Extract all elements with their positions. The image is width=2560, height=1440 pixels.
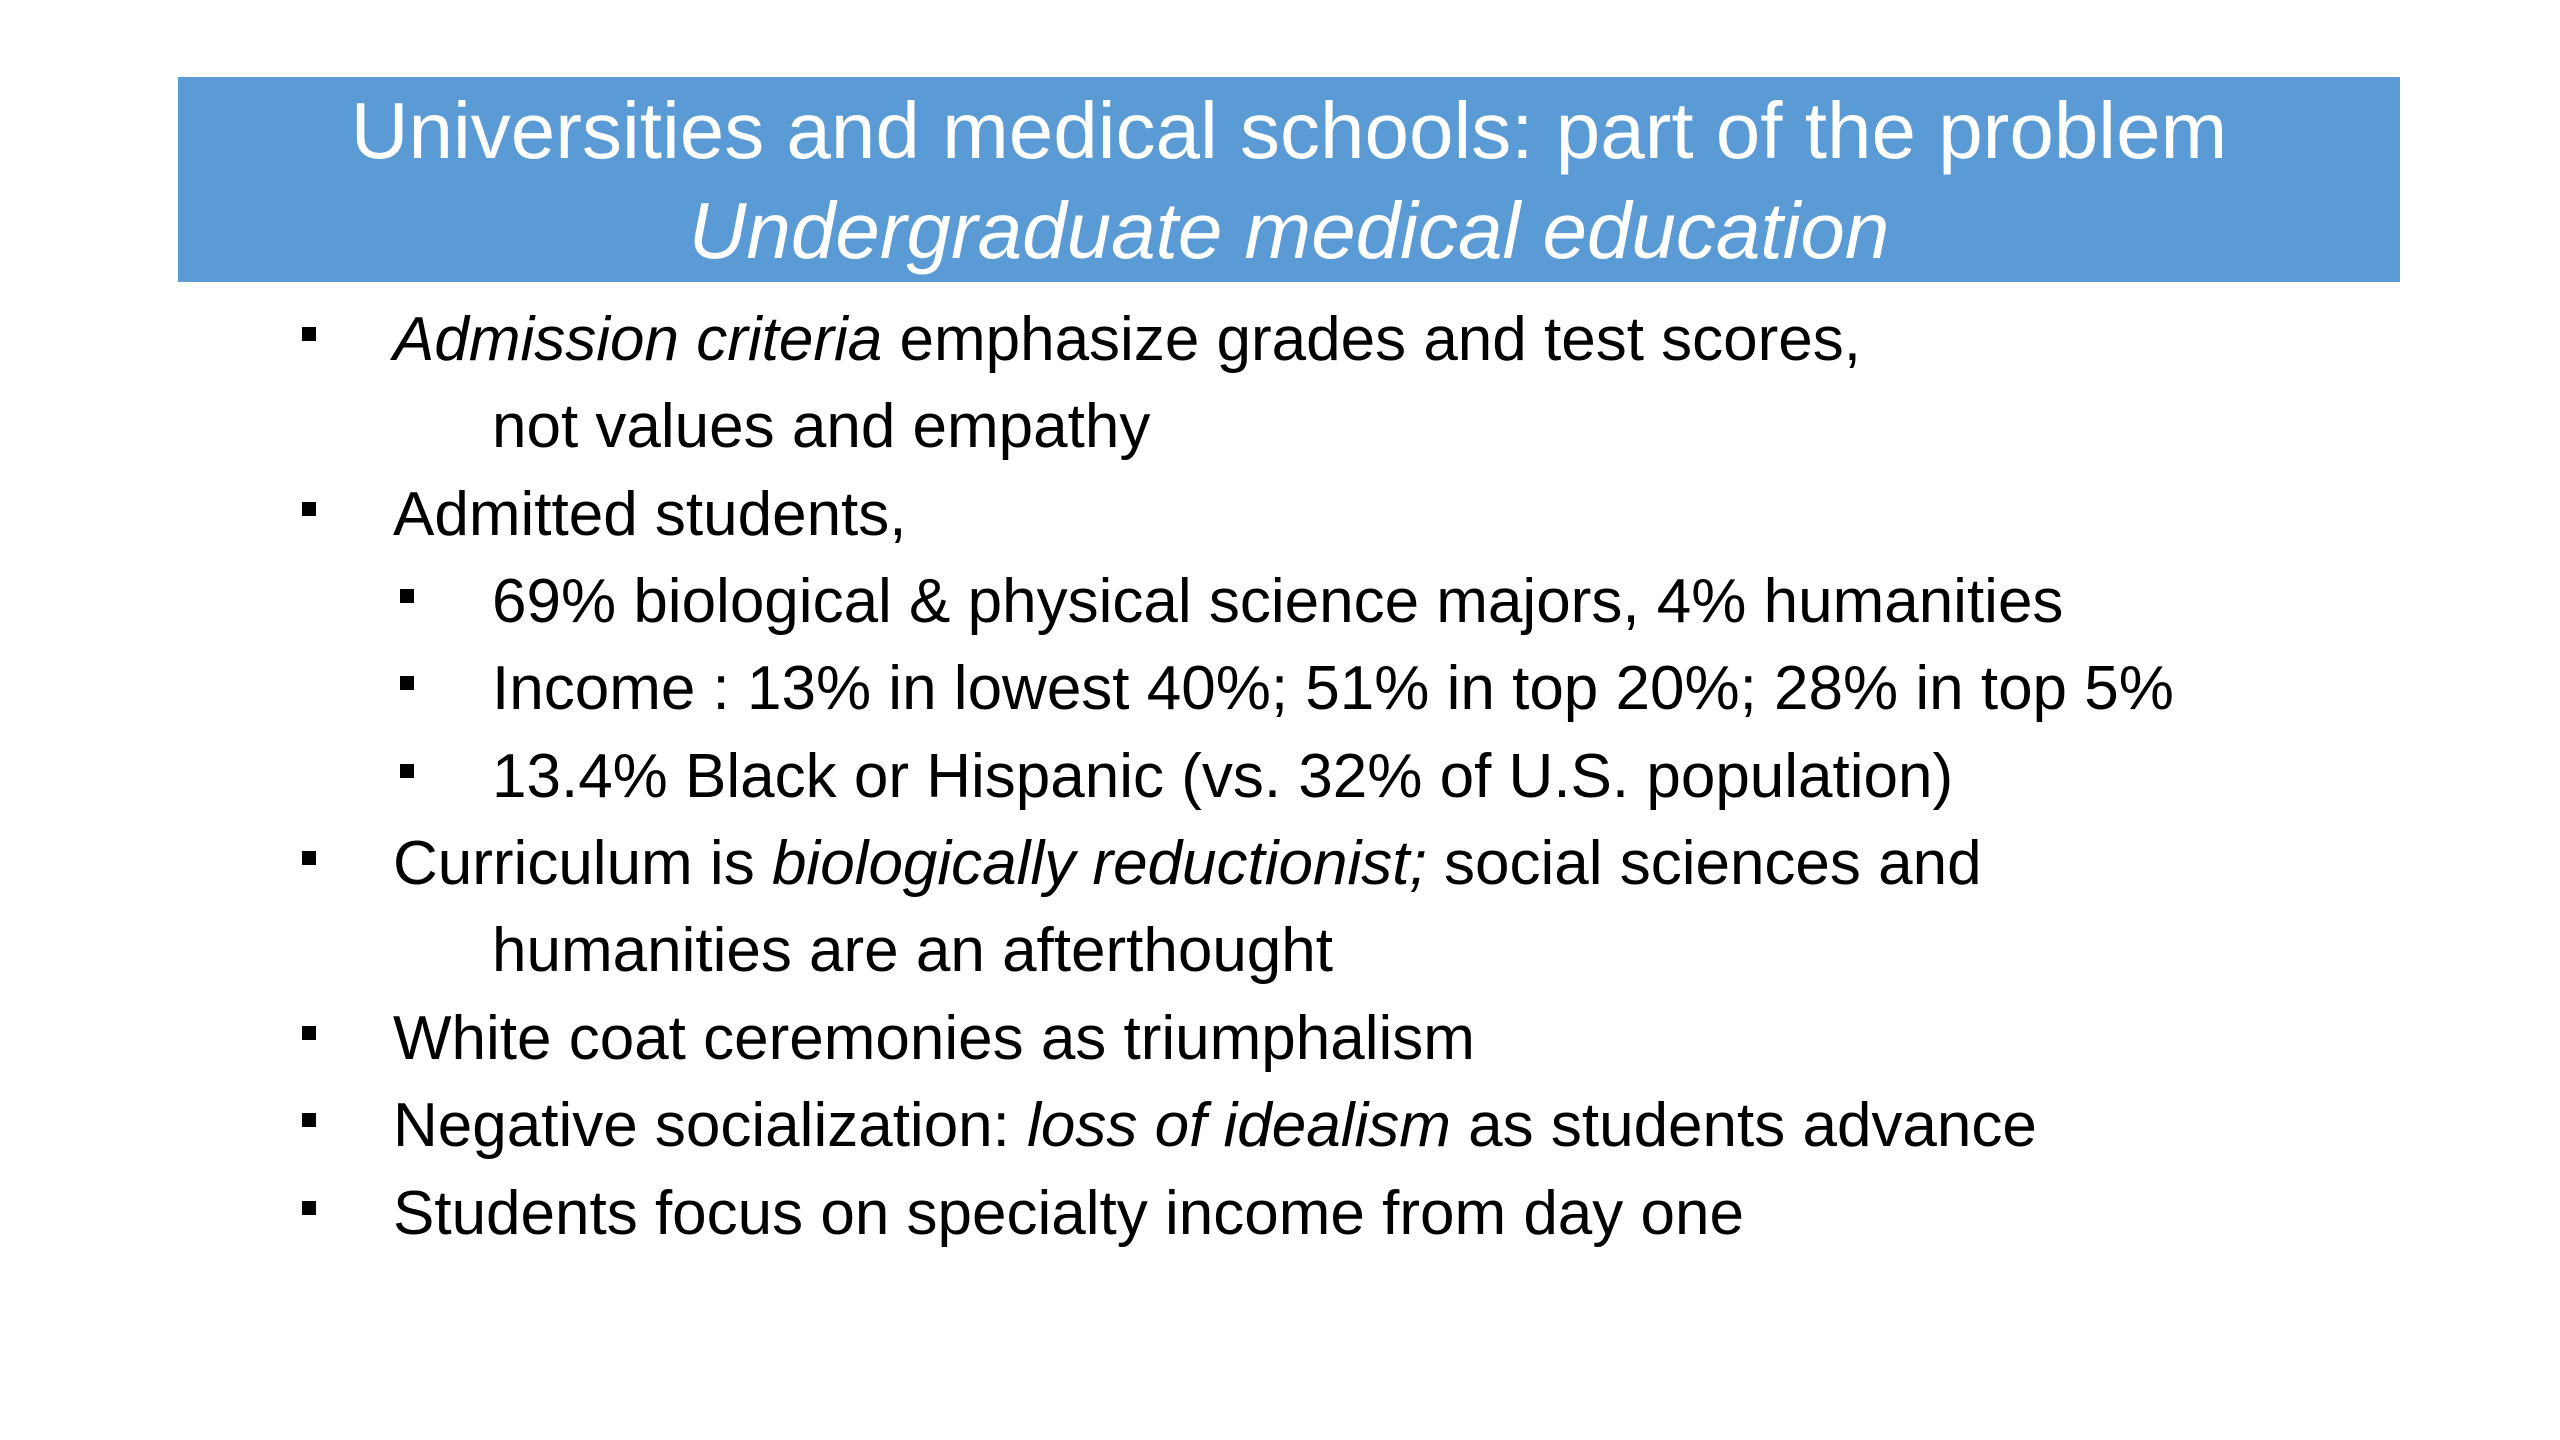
bullet-marker — [302, 1113, 316, 1127]
bullet-curriculum — [393, 821, 1982, 907]
bullet-marker — [302, 502, 316, 516]
sub-bullet-marker — [400, 764, 414, 778]
sub-bullet-marker — [400, 589, 414, 603]
bullet-emphasis: loss of idealism — [1027, 1091, 1451, 1160]
title-banner — [178, 77, 2400, 282]
bullet-admission-criteria — [393, 297, 1861, 383]
slide-subtitle: Undergraduate medical education — [688, 186, 1890, 275]
sub-bullet-majors: 69% biological & physical science majors, 4% humanities — [492, 567, 2064, 636]
sub-bullet-marker — [400, 676, 414, 690]
bullet-text: social sciences and — [1426, 829, 1982, 898]
bullet-emphasis: biologically reductionist; — [771, 829, 1427, 898]
bullet-continuation: humanities are an afterthought — [492, 916, 1333, 985]
bullet-marker — [302, 1201, 316, 1215]
sub-bullet-income: Income : 13% in lowest 40%; 51% in top 20%; 28% in top 5% — [492, 654, 2174, 723]
bullet-continuation: not values and empathy — [492, 392, 1151, 461]
bullet-text: Curriculum is — [393, 829, 772, 898]
bullet-text: emphasize grades and test scores, — [882, 305, 1861, 374]
bullet-white-coat: White coat ceremonies as triumphalism — [393, 1004, 1475, 1073]
bullet-specialty-income: Students focus on specialty income from day one — [393, 1179, 1744, 1248]
slide-title: Universities and medical schools: part of the problem — [350, 86, 2228, 175]
bullet-text: Negative socialization: — [393, 1091, 1028, 1160]
bullet-marker — [302, 851, 316, 865]
bullet-marker — [302, 327, 316, 341]
bullet-admitted-students: Admitted students, — [393, 480, 907, 549]
bullet-text: as students advance — [1450, 1091, 2037, 1160]
sub-bullet-demographics: 13.4% Black or Hispanic (vs. 32% of U.S. population) — [492, 742, 1954, 811]
bullet-marker — [302, 1026, 316, 1040]
bullet-negative-socialization — [393, 1083, 2037, 1169]
bullet-emphasis: Admission criteria — [393, 305, 883, 374]
